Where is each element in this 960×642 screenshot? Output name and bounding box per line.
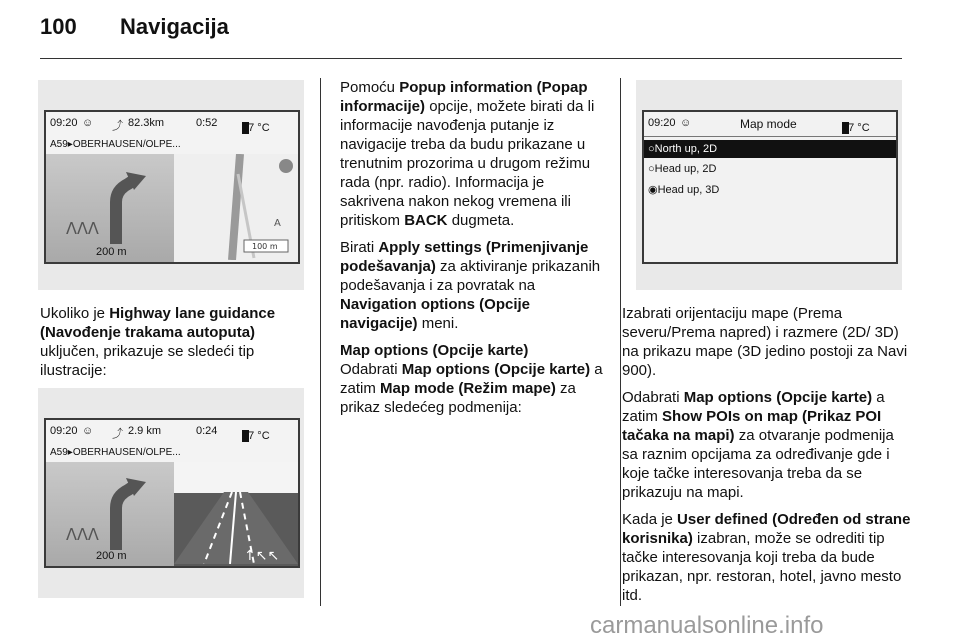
eta: 0:52 bbox=[196, 117, 218, 129]
column-1 bbox=[40, 304, 310, 388]
paragraph: Odabrati Map options (Opcije karte) a zatim Map mode (Režim mape) za prikaz sledećeg podmenija: bbox=[340, 361, 603, 416]
paragraph: Ukoliko je Highway lane guidance (Navođenje trakama autoputa) uključen, prikazuje se sledeći tip ilustracije: bbox=[40, 305, 276, 379]
paragraph: Izabrati orijentaciju mape (Prema severu/Prema napred) i razmere (2D/ 3D) na prikazu mape (3D jedino postoji za Navi 900). bbox=[622, 305, 908, 379]
temperature: 17 °C bbox=[842, 122, 870, 134]
column-2 bbox=[340, 78, 608, 425]
radio-icon: ○ bbox=[648, 163, 655, 175]
section-heading: Map options (Opcije karte) bbox=[340, 342, 529, 359]
clock: 09:20 bbox=[50, 117, 78, 129]
status-bar bbox=[46, 420, 298, 445]
paragraph: Odabrati Map options (Opcije karte) a zatim Show POIs on map (Prikaz POI tačaka na mapi) za otvaranje podmenija sa raznim opcijama za određivanje gde i koje tačke interesovanja treba da se prikazuju na mapi. bbox=[622, 389, 894, 501]
road-sign-letter: A bbox=[274, 218, 281, 229]
turn-distance: 200 m bbox=[96, 246, 127, 258]
turn-pane bbox=[46, 154, 175, 262]
option-head-up-2d[interactable]: ○Head up, 2D bbox=[648, 163, 717, 175]
clock-icon: ☺ bbox=[82, 425, 94, 437]
map-canvas bbox=[174, 154, 298, 260]
temperature: 17 °C bbox=[242, 122, 270, 134]
road-name: A59▸OBERHAUSEN/OLPE... bbox=[50, 139, 181, 150]
column-divider-1 bbox=[320, 78, 321, 606]
paragraph: Pomoću Popup information (Popap informacije) opcije, možete birati da li informacije navođenja putanje iz navigacije treba da budu prikazane u trenutnim prozorima u drugom režimu rada (npr. radio). Informacija je sakrivena nakon nekog vremena ili pritiskom BACK dugmeta. bbox=[340, 79, 595, 229]
clock-icon: ☺ bbox=[82, 117, 94, 129]
watermark: carmanualsonline.info bbox=[590, 612, 824, 639]
map-view bbox=[174, 154, 298, 262]
page-title: Navigacija bbox=[120, 14, 229, 39]
route-icon: ⤴ bbox=[112, 120, 123, 132]
figure-lane-guidance-1 bbox=[38, 80, 304, 290]
svg-text:ᐱᐱᐱ: ᐱᐱᐱ bbox=[66, 219, 99, 238]
clock-icon: ☺ bbox=[680, 117, 692, 129]
turn-pane bbox=[46, 462, 175, 566]
distance-remaining: 82.3km bbox=[128, 117, 165, 129]
svg-text:ᐱᐱᐱ: ᐱᐱᐱ bbox=[66, 525, 99, 544]
svg-text:↑↖↖: ↑↖↖ bbox=[244, 548, 280, 564]
turn-arrow-icon bbox=[46, 462, 174, 564]
road-name-bar bbox=[46, 444, 298, 463]
turn-distance: 200 m bbox=[96, 550, 127, 562]
route-icon: ⤴ bbox=[112, 428, 123, 440]
figure-map-mode bbox=[636, 80, 902, 290]
paragraph: Birati Apply settings (Primenjivanje podešavanja) za aktiviranje prikazanih podešavanja i za povratak na Navigation options (Opcije navigacije) meni. bbox=[340, 239, 601, 332]
screen-title: Map mode bbox=[740, 117, 797, 131]
column-3 bbox=[622, 304, 912, 613]
option-north-up-2d[interactable]: ○North up, 2D bbox=[644, 140, 896, 158]
figure-lane-guidance-2 bbox=[38, 388, 304, 598]
nav-screen-1 bbox=[44, 110, 300, 264]
radio-icon: ○ bbox=[648, 143, 655, 155]
temperature: 17 °C bbox=[242, 430, 270, 442]
status-bar bbox=[46, 112, 298, 137]
road-name: A59▸OBERHAUSEN/OLPE... bbox=[50, 447, 181, 458]
option-head-up-3d[interactable]: ◉Head up, 3D bbox=[648, 184, 720, 196]
column-divider-2 bbox=[620, 78, 621, 606]
page-number: 100 bbox=[40, 14, 77, 39]
status-bar bbox=[644, 112, 896, 137]
nav-screen-2 bbox=[44, 418, 300, 568]
map-mode-screen bbox=[642, 110, 898, 264]
paragraph: Kada je User defined (Određen od strane korisnika) izabran, može se odrediti tip tačke interesovanja koji treba da bude prikazan, npr. restoran, hotel, javno mesto itd. bbox=[622, 511, 911, 604]
distance-remaining: 2.9 km bbox=[128, 425, 162, 437]
eta: 0:24 bbox=[196, 425, 218, 437]
header-rule bbox=[40, 58, 902, 59]
clock: 09:20 bbox=[648, 117, 676, 129]
lane-canvas bbox=[174, 462, 298, 564]
radio-selected-icon: ◉ bbox=[648, 184, 658, 196]
turn-arrow-icon bbox=[46, 154, 174, 260]
road-name-bar bbox=[46, 136, 298, 155]
map-scale: 100 m bbox=[252, 242, 278, 251]
highway-lane-view bbox=[174, 462, 298, 566]
clock: 09:20 bbox=[50, 425, 78, 437]
